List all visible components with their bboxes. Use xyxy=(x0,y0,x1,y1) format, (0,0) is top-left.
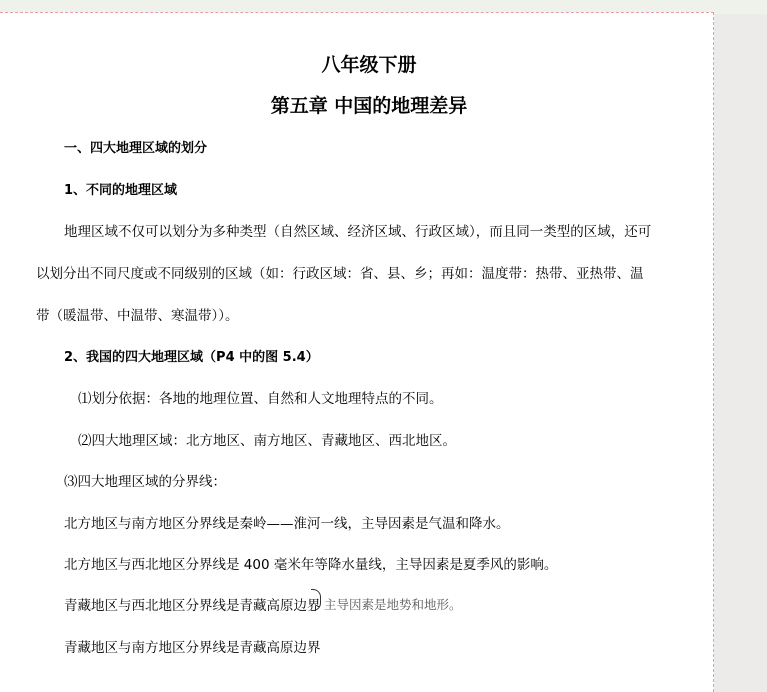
chapter-title: 第五章 中国的地理差异 xyxy=(270,95,468,117)
boundary-line-c-hint: 主导因素是地势和地形。 xyxy=(324,597,462,612)
document-title: 八年级下册 xyxy=(321,54,417,76)
list-item-2: ⑵四大地理区域：北方地区、南方地区、青藏地区、西北地区。 xyxy=(78,433,456,449)
subsection-heading-2: 2、我国的四大地理区域（P4 中的图 5.4） xyxy=(64,350,319,365)
paragraph-line-2: 以划分出不同尺度或不同级别的区域（如：行政区域：省、县、乡；再如：温度带：热带、亚热带、温 xyxy=(36,266,644,282)
boundary-line-b: 北方地区与西北地区分界线是 400 毫米年等降水量线，主导因素是夏季风的影响。 xyxy=(64,557,558,573)
boundary-line-a: 北方地区与南方地区分界线是秦岭——淮河一线，主导因素是气温和降水。 xyxy=(64,516,510,532)
subsection-heading-1: 1、不同的地理区域 xyxy=(64,183,178,198)
list-item-3: ⑶四大地理区域的分界线： xyxy=(64,474,226,490)
paragraph-line-3: 带（暖温带、中温带、寒温带））。 xyxy=(36,308,239,324)
boundary-line-c: 青藏地区与西北地区分界线是青藏高原边界 xyxy=(64,598,321,614)
paragraph-line-1: 地理区域不仅可以划分为多种类型（自然区域、经济区域、行政区域），而且同一类型的区域，还可 xyxy=(64,224,652,240)
list-item-1: ⑴划分依据：各地的地理位置、自然和人文地理特点的不同。 xyxy=(78,391,443,407)
section-heading: 一、四大地理区域的划分 xyxy=(64,141,208,156)
boundary-line-d: 青藏地区与南方地区分界线是青藏高原边界 xyxy=(64,640,321,656)
